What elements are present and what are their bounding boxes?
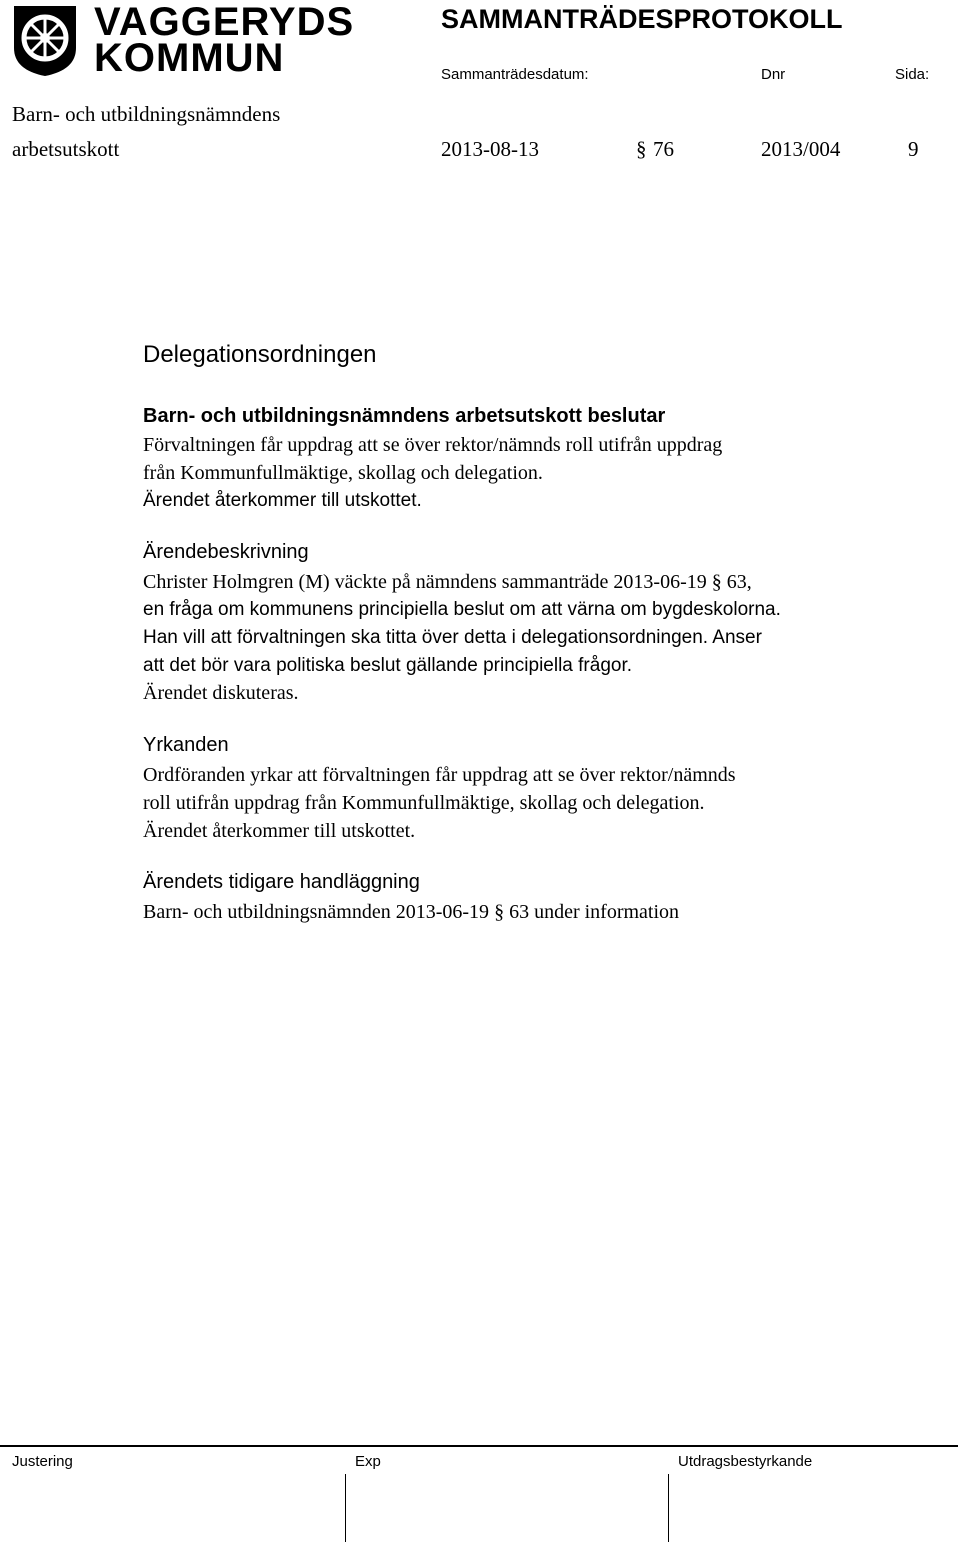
section-symbol: §: [636, 137, 647, 161]
description-line: Ärendet diskuteras.: [143, 682, 299, 704]
description-text: 63,: [726, 571, 752, 593]
description-line: en fråga om kommunens principiella beslut om att värna om bygdeskolorna.: [143, 599, 781, 620]
dnr-label: Dnr: [761, 66, 786, 83]
claims-line: Ordföranden yrkar att förvaltningen får uppdrag att se över rektor/nämnds: [143, 764, 736, 786]
history-line: [143, 898, 679, 926]
committee-name-line1: Barn- och utbildningsnämndens: [12, 102, 281, 126]
description-line: att det bör vara politiska beslut gällande principiella frågor.: [143, 655, 633, 676]
municipality-logo-icon: [12, 4, 78, 78]
history-text: 63 under information: [509, 901, 680, 923]
page-number: 9: [908, 137, 919, 161]
logo-text-line1: VAGGERYDS: [94, 0, 355, 44]
footer-justering-label: Justering: [12, 1453, 73, 1470]
decision-line: från Kommunfullmäktige, skollag och delegation.: [143, 462, 543, 484]
dnr-value: 2013/004: [761, 137, 841, 161]
footer-utdrag-label: Utdragsbestyrkande: [678, 1453, 813, 1470]
claims-line: Ärendet återkommer till utskottet.: [143, 820, 416, 842]
history-text: Barn- och utbildningsnämnden 2013-06-19: [143, 901, 490, 923]
footer-column-divider: [668, 1474, 669, 1542]
claims-line: roll utifrån uppdrag från Kommunfullmäktige, skollag och delegation.: [143, 792, 705, 814]
decision-heading: Barn- och utbildningsnämndens arbetsutskott beslutar: [143, 405, 666, 427]
description-heading: Ärendebeskrivning: [143, 541, 309, 563]
committee-name-line2: arbetsutskott: [12, 137, 120, 161]
page-label: Sida:: [895, 66, 930, 83]
document-type-title: SAMMANTRÄDESPROTOKOLL: [441, 4, 843, 34]
meeting-date: 2013-08-13: [441, 137, 539, 161]
section-symbol: §: [711, 571, 722, 593]
claims-heading: Yrkanden: [143, 734, 229, 756]
decision-line: Förvaltningen får uppdrag att se över rektor/nämnds roll utifrån uppdrag: [143, 434, 723, 456]
meeting-date-label: Sammanträdesdatum:: [441, 66, 589, 83]
footer-exp-label: Exp: [355, 1453, 381, 1470]
section-number: 76: [653, 137, 674, 161]
description-text: Christer Holmgren (M) väckte på nämndens sammanträde 2013-06-19: [143, 571, 707, 593]
footer-divider: [0, 1445, 958, 1447]
decision-line: Ärendet återkommer till utskottet.: [143, 490, 422, 511]
description-first-line: [143, 568, 752, 596]
page-title: Delegationsordningen: [143, 341, 377, 368]
history-heading: Ärendets tidigare handläggning: [143, 871, 420, 893]
section-symbol: §: [494, 901, 505, 923]
footer-column-divider: [345, 1474, 346, 1542]
description-line: Han vill att förvaltningen ska titta över detta i delegationsordningen. Anser: [143, 627, 762, 648]
logo-text-line2: KOMMUN: [94, 36, 285, 80]
